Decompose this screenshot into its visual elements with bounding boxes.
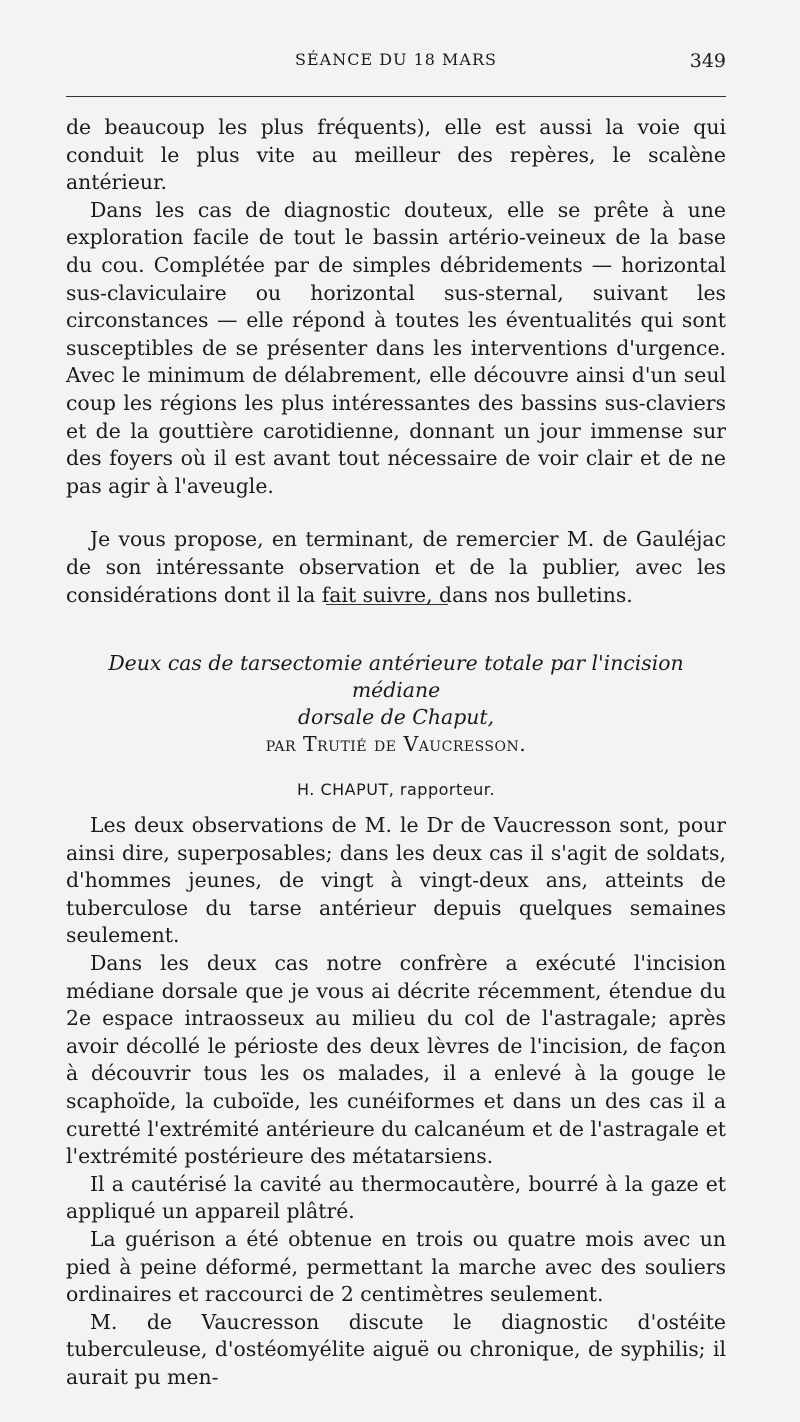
paragraph: La guérison a été obtenue en trois ou quatre mois avec un pied à peine déformé, permettant la marche avec des souliers ordinaires et raccourci de 2 centimètres seulement. bbox=[66, 1226, 726, 1307]
article-heading bbox=[66, 650, 726, 803]
book-page bbox=[66, 0, 726, 1422]
article-title-line-1: Deux cas de tarsectomie antérieure totale par l'incision médiane bbox=[108, 651, 684, 702]
paragraph: Dans les cas de diagnostic douteux, elle se prête à une exploration facile de tout le bassin artério-veineux de la base du cou. Complétée par de simples débridements — horizontal sus-claviculaire ou horizontal sus-sternal, suivant les circonstances — elle répond à toutes les éventualités qui sont susceptibles de se présenter dans les interventions d'urgence. Avec le minimum de délabrement, elle découvre ainsi d'un seul coup les régions les plus intéressantes des bassins sus-claviers et de la gouttière carotidienne, donnant un jour immense sur des foyers où il est avant tout nécessaire de voir clair et de ne pas agir à l'aveugle. bbox=[66, 197, 726, 498]
paragraph: Dans les deux cas notre confrère a exécuté l'incision médiane dorsale que je vous ai décrite récemment, étendue du 2e espace intraosseux au milieu du col de l'astragale; après avoir décollé le périoste des deux lèvres de l'incision, de façon à découvrir tous les os malades, il a enlevé à la gouge le scaphoïde, la cuboïde, les cunéiformes et dans un des cas il a curetté l'extrémité antérieure du calcanéum et de l'astragale et l'extrémité postérieure des métatarsiens. bbox=[66, 950, 726, 1169]
page-number: 349 bbox=[689, 50, 726, 72]
article-title-line-2: dorsale de Chaput, bbox=[297, 705, 495, 729]
paragraph: Les deux observations de M. le Dr de Vaucresson sont, pour ainsi dire, superposables; dans les deux cas il s'agit de soldats, d'hommes jeunes, de vingt à vingt-deux ans, atteints de tuberculose du tarse antérieur depuis quelques semaines seulement. bbox=[66, 813, 726, 948]
paragraph: de beaucoup les plus fréquents), elle est aussi la voie qui conduit le plus vite au meilleur des repères, le scalène antérieur. bbox=[66, 115, 726, 195]
running-header bbox=[66, 50, 726, 80]
paragraph: Il a cautérisé la cavité au thermocautère, bourré à la gaze et appliqué un appareil plâtré. bbox=[66, 1171, 726, 1224]
paragraph: M. de Vaucresson discute le diagnostic d'ostéite tuberculeuse, d'ostéomyélite aiguë ou chronique, de syphilis; il aurait pu men- bbox=[66, 1309, 726, 1389]
body-text-bottom bbox=[66, 812, 726, 1391]
running-header-title: SÉANCE DU 18 MARS bbox=[295, 50, 497, 69]
body-text-top bbox=[66, 114, 726, 609]
section-separator bbox=[326, 604, 448, 605]
paragraph: Je vous propose, en terminant, de remercier M. de Gauléjac de son intéressante observation et de la publier, avec les considérations dont il la fait suivre, dans nos bulletins. bbox=[66, 527, 726, 607]
header-rule bbox=[66, 96, 726, 97]
article-author: par Trutié de Vaucresson. bbox=[265, 732, 527, 756]
article-reporter: H. CHAPUT, rapporteur. bbox=[297, 780, 495, 799]
